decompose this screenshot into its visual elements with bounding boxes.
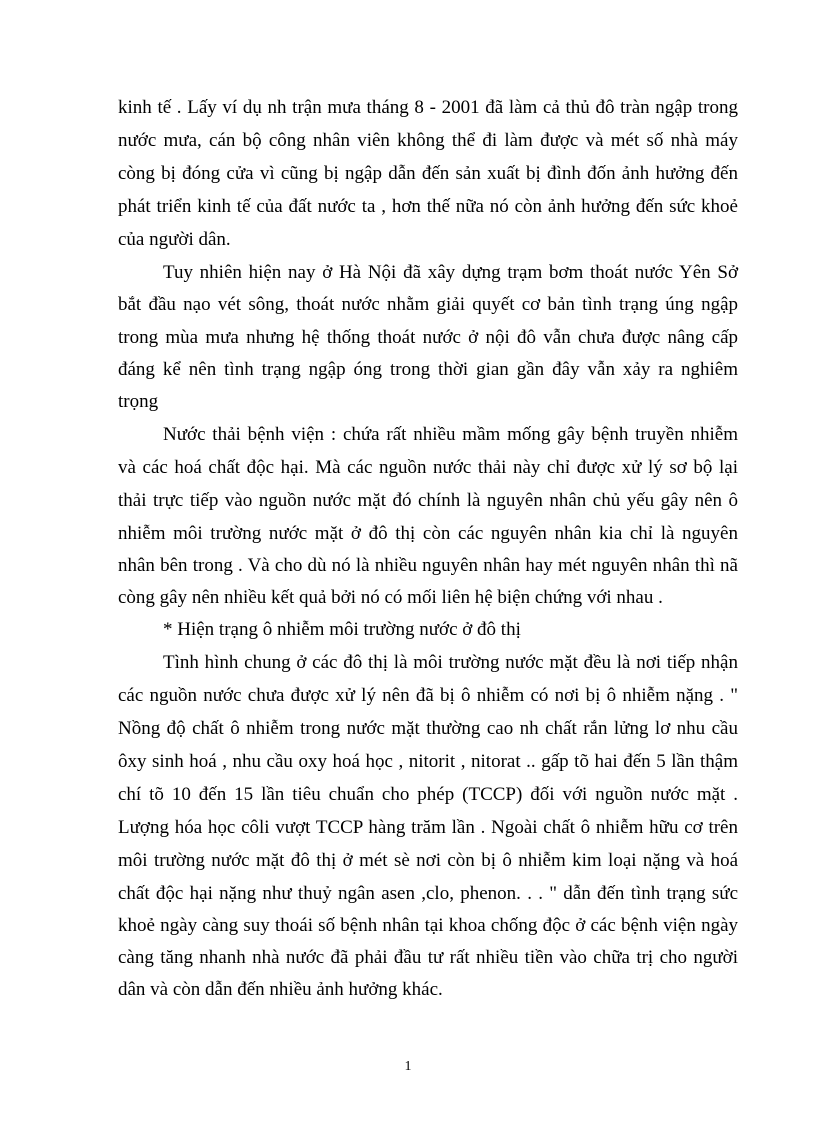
paragraph-first-line: Tuy nhiên hiện nay ở Hà Nội đã xây dựng trạm bơm thoát nước Yên Sở xyxy=(163,262,738,283)
text-line: dân và còn dẫn đến nhiều ảnh hưởng khác. xyxy=(118,979,443,1000)
text-line: còng gây nên nhiều kết quả bởi nó có mối liên hệ biện chứng với nhau . xyxy=(118,587,663,608)
text-line: Lượng hóa học côli vượt TCCP hàng trăm lần . Ngoài chất ô nhiễm hữu cơ trên xyxy=(118,817,738,838)
text-line: nhiễm môi trường nước mặt ở đô thị còn các nguyên nhân kia chỉ là nguyên xyxy=(118,523,738,544)
text-line: chí tõ 10 đến 15 lần tiêu chuẩn cho phép (TCCP) đối với nguồn nước mặt . xyxy=(118,784,738,805)
text-line: càng tăng nhanh nhà nước đã phải đầu tư rất nhiều tiền vào chữa trị cho người xyxy=(118,947,738,968)
text-line: các nguồn nước chưa được xử lý nên đã bị ô nhiễm có nơi bị ô nhiễm nặng . " xyxy=(118,685,738,706)
text-line: còng bị đóng cửa vì cũng bị ngập dẫn đến sản xuất bị đình đốn ảnh hưởng đến xyxy=(118,163,738,184)
text-line: nhân bên trong . Và cho dù nó là nhiều nguyên nhân hay mét nguyên nhân thì nã xyxy=(118,555,738,576)
paragraph-first-line: Tình hình chung ở các đô thị là môi trường nước mặt đều là nơi tiếp nhận xyxy=(163,652,738,673)
text-line: phát triển kinh tế của đất nước ta , hơn thế nữa nó còn ảnh hưởng đến sức khoẻ xyxy=(118,196,738,217)
text-line: của người dân. xyxy=(118,229,231,250)
text-line: kinh tế . Lấy ví dụ nh trận mưa tháng 8 - 2001 đã làm cả thủ đô tràn ngập trong xyxy=(118,97,738,118)
text-line: đáng kể nên tình trạng ngập óng trong thời gian gần đây vẫn xảy ra nghiêm xyxy=(118,359,738,380)
text-line: bắt đầu nạo vét sông, thoát nước nhằm giải quyết cơ bản tình trạng úng ngập xyxy=(118,294,738,315)
text-line: môi trường nước mặt đô thị ở mét sè nơi còn bị ô nhiễm kim loại nặng và hoá xyxy=(118,850,738,871)
text-line: thải trực tiếp vào nguồn nước mặt đó chính là nguyên nhân chủ yếu gây nên ô xyxy=(118,490,738,511)
text-line: trọng xyxy=(118,391,159,412)
text-line: ôxy sinh hoá , nhu cầu oxy hoá học , nitorit , nitorat .. gấp tõ hai đến 5 lần thậm xyxy=(118,751,738,772)
section-heading: * Hiện trạng ô nhiễm môi trường nước ở đô thị xyxy=(163,619,521,640)
text-line: trong mùa mưa nhưng hệ thống thoát nước ở nội đô vẫn chưa được nâng cấp xyxy=(118,327,738,348)
paragraph-first-line: Nước thải bệnh viện : chứa rất nhiều mầm mống gây bệnh truyền nhiễm xyxy=(163,424,738,445)
text-line: và các hoá chất độc hại. Mà các nguồn nước thải này chỉ được xử lý sơ bộ lại xyxy=(118,457,738,478)
text-line: khoẻ ngày càng suy thoái số bệnh nhân tại khoa chống độc ở các bệnh viện ngày xyxy=(118,915,738,936)
text-line: chất độc hại nặng như thuỷ ngân asen ,clo, phenon. . . " dẫn đến tình trạng sức xyxy=(118,883,738,904)
text-line: nước mưa, cán bộ công nhân viên không thể đi làm được và mét số nhà máy xyxy=(118,130,738,151)
page-number: 1 xyxy=(404,1059,412,1074)
text-line: Nồng độ chất ô nhiễm trong nước mặt thường cao nh chất rắn lửng lơ nhu cầu xyxy=(118,718,738,739)
